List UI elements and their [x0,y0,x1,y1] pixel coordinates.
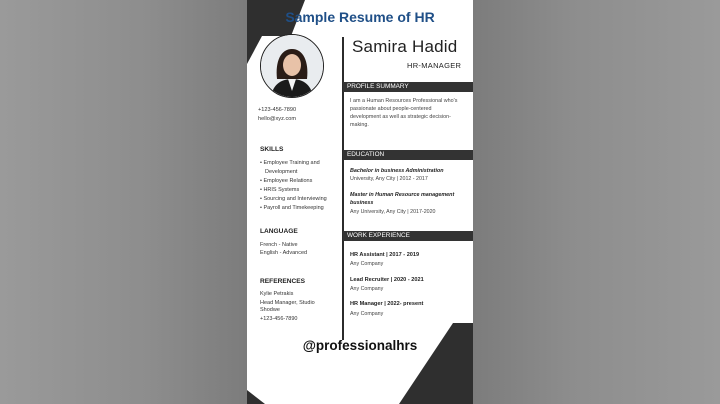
contact-email: hello@xyz.com [258,116,297,122]
bottom-left-dark-shape [247,390,265,404]
language-item: English - Advanced [260,250,308,256]
education-meta: University, Any City | 2012 - 2017 [350,176,428,182]
language-heading: LANGUAGE [260,228,298,235]
banner-title: Sample Resume of HR [285,9,435,25]
profile-summary-bar: PROFILE SUMMARY [343,82,473,92]
resume-page [247,0,473,404]
reference-name: Kylie Petrakis [260,291,294,297]
contact-phone: +123-456-7890 [258,107,297,113]
skill-item: • Employee Training and [260,160,320,166]
skills-list [260,159,327,213]
language-item: French - Native [260,242,298,248]
references-heading: REFERENCES [260,278,306,285]
skills-heading: SKILLS [260,146,284,153]
job-company: Any Company [350,286,384,292]
candidate-role: HR-MANAGER [407,61,462,70]
blurred-backdrop-right [473,0,720,404]
education-bar: EDUCATION [343,150,473,160]
profile-photo [260,34,324,98]
skill-item: • Sourcing and Interviewing [260,196,327,202]
education-meta: Any University, Any City | 2017-2020 [350,209,436,215]
blurred-backdrop-left [0,0,247,404]
job-company: Any Company [350,261,384,267]
job-title: Lead Recruiter | 2020 - 2021 [350,277,424,283]
skill-item: • Payroll and Timekeeping [260,205,324,211]
profile-summary-text: I am a Human Resources Professional who's passionate about people-centered development as well as strategic decision-making. [350,98,458,128]
reference-company: Shodwe [260,307,280,313]
candidate-name: Samira Hadid [352,37,458,56]
person-silhouette-icon [261,35,323,97]
footer-handle: @professionalhrs [302,338,418,353]
skill-item: • Employee Relations [260,178,313,184]
reference-title: Head Manager, Studio [260,300,315,306]
job-title: HR Assistant | 2017 - 2019 [350,252,420,258]
education-degree: Master in Human Resource management business [350,192,455,206]
job-company: Any Company [350,311,384,317]
skill-item: Development [265,169,298,175]
bottom-right-dark-shape [399,323,473,404]
education-degree: Bachelor in business Administration [350,168,444,174]
job-title: HR Manager | 2022- present [350,301,424,307]
skill-item: • HRIS Systems [260,187,300,193]
work-experience-bar: WORK EXPERIENCE [343,231,473,241]
reference-phone: +123-456-7890 [260,316,298,322]
